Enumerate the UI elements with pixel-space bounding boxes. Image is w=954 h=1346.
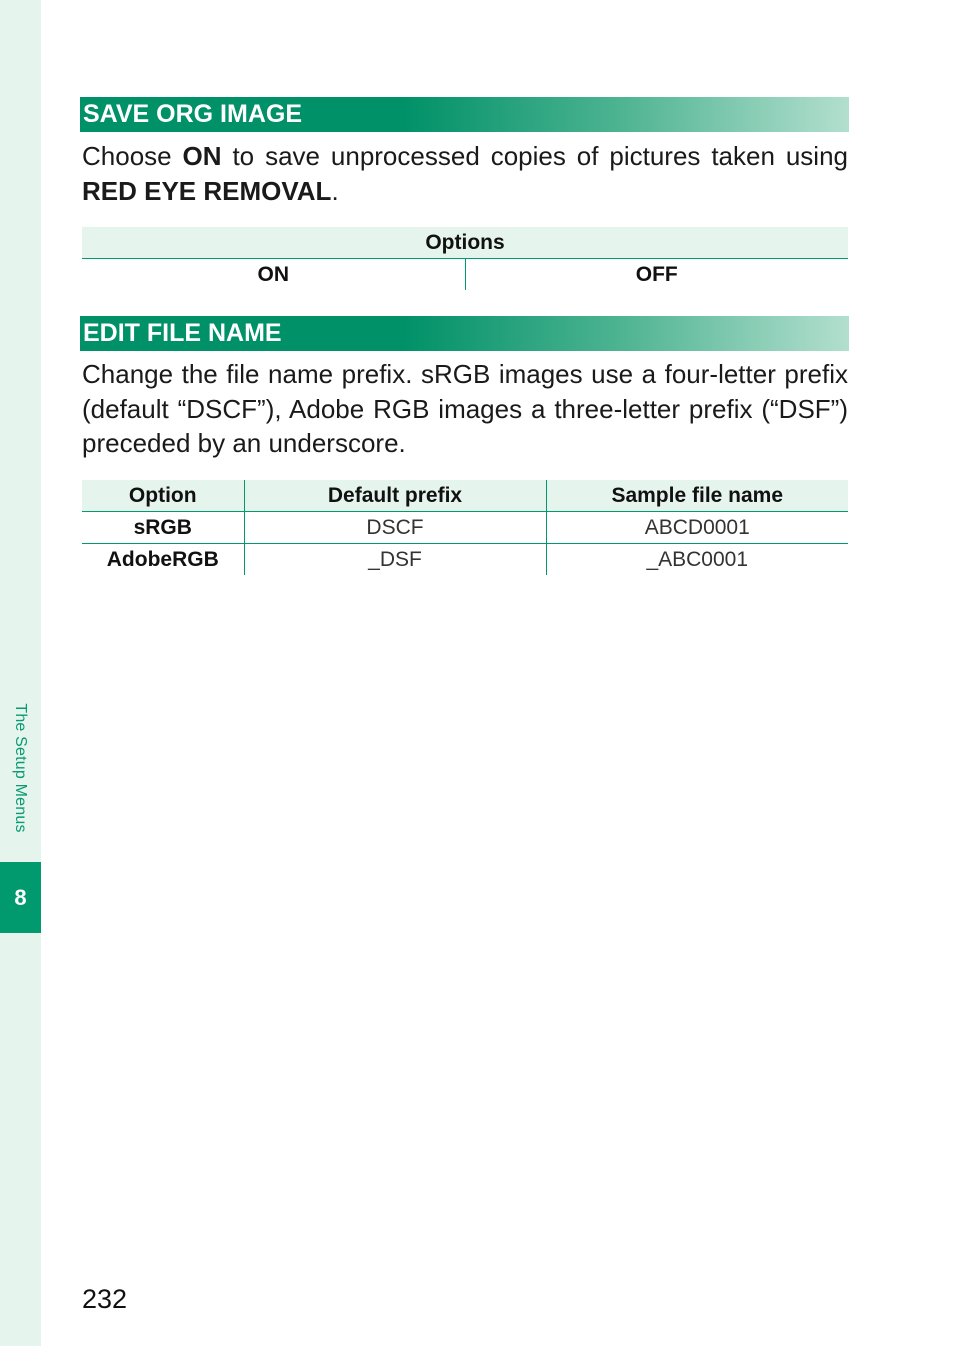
- description-line: (default “DSCF”), Adobe RGB images a three-letter prefix (“DSF”): [82, 393, 848, 424]
- table-row: [82, 259, 848, 291]
- option-on-reference: ON: [182, 141, 222, 171]
- edit-file-name-description: [82, 357, 848, 461]
- option-off: OFF: [465, 259, 848, 291]
- row-sample-file-name: ABCD0001: [546, 512, 848, 544]
- text-segment: to save unprocessed copies of pictures taken using: [221, 141, 848, 171]
- description-line: [82, 139, 848, 174]
- red-eye-removal-reference: RED EYE REMOVAL: [82, 175, 332, 206]
- row-default-prefix: DSCF: [244, 512, 546, 544]
- edit-file-name-heading: EDIT FILE NAME: [80, 316, 849, 351]
- row-option: sRGB: [82, 512, 244, 544]
- text-segment: .: [331, 175, 339, 206]
- column-header-sample-file-name: Sample file name: [546, 480, 848, 512]
- description-line: preceded by an underscore.: [82, 428, 406, 458]
- description-line: [82, 174, 848, 209]
- table-row: [82, 544, 848, 576]
- options-header: Options: [82, 227, 848, 259]
- save-org-image-description: [82, 139, 848, 208]
- page-number: 232: [82, 1284, 128, 1314]
- row-default-prefix: _DSF: [244, 544, 546, 576]
- sidebar: [0, 0, 41, 1346]
- save-org-image-heading: SAVE ORG IMAGE: [80, 97, 849, 132]
- file-name-prefix-table: [82, 480, 848, 575]
- save-org-image-options-table: [82, 227, 848, 290]
- row-option: AdobeRGB: [106, 547, 219, 571]
- column-header-default-prefix: Default prefix: [244, 480, 546, 512]
- chapter-title-label: The Setup Menus: [12, 703, 29, 833]
- option-on: ON: [257, 262, 289, 286]
- text-segment: Choose: [82, 141, 183, 171]
- table-row: [82, 512, 848, 544]
- description-line: Change the file name prefix. sRGB images use a four-letter prefix: [82, 359, 848, 389]
- chapter-number-tab: 8: [0, 862, 41, 933]
- row-sample-file-name: _ABC0001: [546, 544, 848, 576]
- column-header-option: Option: [82, 480, 244, 512]
